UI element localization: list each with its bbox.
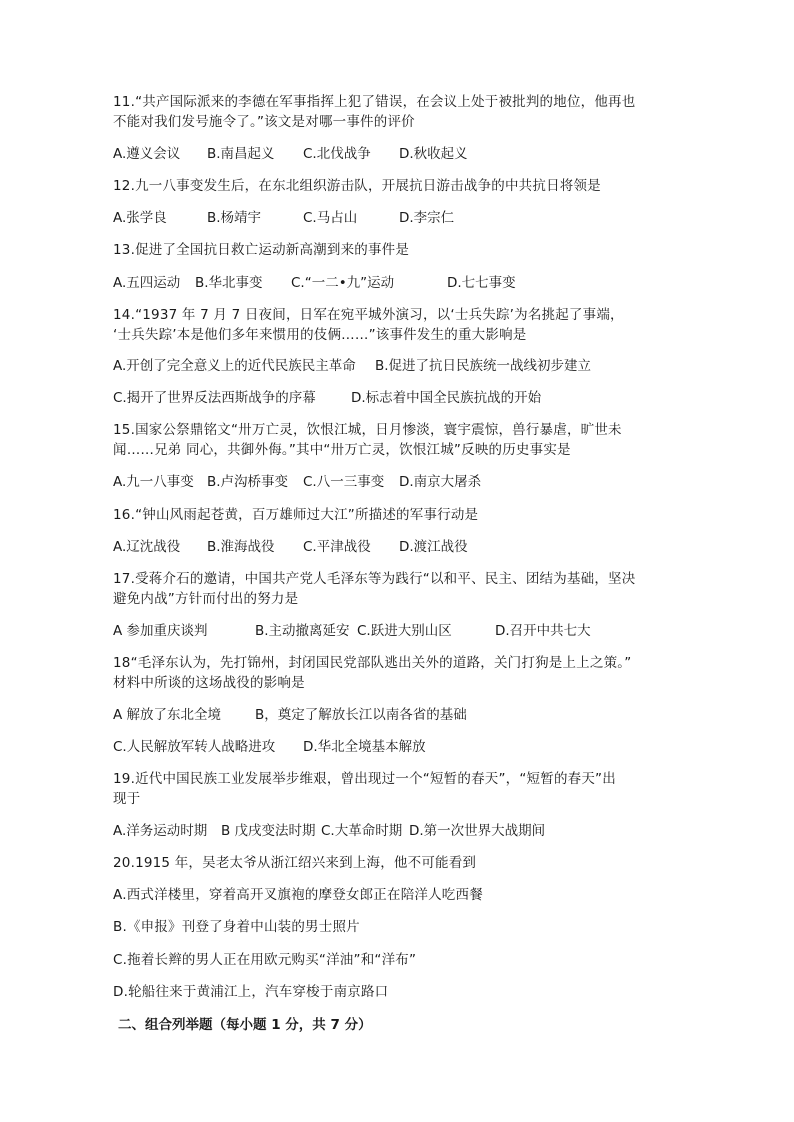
question-19-option-d: D.第一次世界大战期间	[409, 823, 546, 839]
question-19-stem-line-2: 现于	[113, 791, 141, 807]
question-11-stem-line-2: 不能对我们发号施令了。”该文是对哪一事件的评价	[113, 114, 415, 130]
question-20-option-c: C.拖着长辫的男人正在用欧元购买“洋油”和“洋布”	[113, 952, 417, 968]
question-17-option-a: A 参加重庆谈判	[113, 623, 208, 639]
question-15-stem-line-2: 闻……兄弟 同心，共御外侮。”其中“卅万亡灵，饮恨江城”反映的历史事实是	[113, 442, 571, 458]
question-15-option-a: A.九一八事变	[113, 474, 194, 490]
question-14-option-a: A.开创了完全意义上的近代民族民主革命	[113, 358, 356, 374]
question-18-stem-line-2: 材料中所谈的这场战役的影响是	[113, 675, 305, 691]
question-14-stem-line-1: 14.“1937 年 7 月 7 日夜间，日军在宛平城外演习，以‘士兵失踪’为名挑起了事端，	[113, 307, 624, 323]
question-14-stem-line-2: ‘士兵失踪’本是他们多年来惯用的伎俩……”该事件发生的重大影响是	[113, 327, 527, 343]
question-17-stem-line-2: 避免内战”方针而付出的努力是	[113, 591, 299, 607]
question-19-option-a: A.洋务运动时期	[113, 823, 208, 839]
section-heading: 二、组合列举题（每小题 1 分，共 7 分）	[118, 1017, 372, 1033]
question-11-option-b: B.南昌起义	[207, 146, 275, 162]
question-11-option-d: D.秋收起义	[399, 146, 468, 162]
question-13-stem-line-1: 13.促进了全国抗日救亡运动新高潮到来的事件是	[113, 242, 410, 258]
question-18-stem-line-1: 18“毛泽东认为，先打锦州，封闭国民党部队逃出关外的道路，关门打狗是上上之策。”	[113, 655, 632, 671]
question-17-option-c: C.跃进大别山区	[357, 623, 452, 639]
question-18-option-d: D.华北全境基本解放	[303, 739, 426, 755]
question-11-stem-line-1: 11.“共产国际派来的李德在军事指挥上犯了错误，在会议上处于被批判的地位，他再也	[113, 94, 636, 110]
question-14-option-d: D.标志着中国全民族抗战的开始	[351, 390, 542, 406]
question-15-option-d: D.南京大屠杀	[399, 474, 482, 490]
question-16-option-c: C.平津战役	[303, 539, 371, 555]
question-12-option-c: C.马占山	[303, 210, 358, 226]
question-12-stem-line-1: 12.九一八事变发生后，在东北组织游击队，开展抗日游击战争的中共抗日将领是	[113, 178, 601, 194]
question-15-option-b: B.卢沟桥事变	[207, 474, 289, 490]
question-13-option-d: D.七七事变	[447, 275, 516, 291]
question-14-option-b: B.促进了抗日民族统一战线初步建立	[375, 358, 592, 374]
question-18-option-a: A 解放了东北全境	[113, 707, 222, 723]
question-11-option-c: C.北伐战争	[303, 146, 371, 162]
question-16-option-d: D.渡江战役	[399, 539, 468, 555]
question-14-option-c: C.揭开了世界反法西斯战争的序幕	[113, 390, 316, 406]
question-20-option-d: D.轮船往来于黄浦江上，汽车穿梭于南京路口	[113, 984, 389, 1000]
question-15-stem-line-1: 15.国家公祭鼎铭文“卅万亡灵，饮恨江城，日月惨淡，寰宇震惊，兽行暴虐，旷世未	[113, 422, 622, 438]
question-18-option-b: B，奠定了解放长江以南各省的基础	[255, 707, 467, 723]
question-12-option-d: D.李宗仁	[399, 210, 455, 226]
question-20-option-b: B.《申报》刊登了身着中山装的男士照片	[113, 919, 360, 935]
question-19-option-c: C.大革命时期	[321, 823, 403, 839]
question-12-option-a: A.张学良	[113, 210, 167, 226]
question-13-option-b: B.华北事变	[195, 275, 263, 291]
question-13-option-c: C.“一二•九”运动	[291, 275, 395, 291]
question-16-option-a: A.辽沈战役	[113, 539, 181, 555]
question-17-stem-line-1: 17.受蒋介石的邀请，中国共产党人毛泽东等为践行“以和平、民主、团结为基础，坚决	[113, 571, 636, 587]
question-20-stem-line-1: 20.1915 年，吴老太爷从浙江绍兴来到上海，他不可能看到	[113, 855, 477, 871]
question-11-option-a: A.遵义会议	[113, 146, 181, 162]
question-15-option-c: C.八一三事变	[303, 474, 385, 490]
question-16-stem-line-1: 16.“钟山风雨起苍黄，百万雄师过大江”所描述的军事行动是	[113, 507, 479, 523]
question-16-option-b: B.淮海战役	[207, 539, 275, 555]
question-13-option-a: A.五四运动	[113, 275, 181, 291]
question-17-option-d: D.召开中共七大	[495, 623, 591, 639]
question-19-option-b: B 戊戌变法时期	[221, 823, 316, 839]
question-17-option-b: B.主动撤离延安	[255, 623, 350, 639]
question-20-option-a: A.西式洋楼里，穿着高开叉旗袍的摩登女郎正在陪洋人吃西餐	[113, 887, 483, 903]
question-18-option-c: C.人民解放军转人战略进攻	[113, 739, 276, 755]
question-12-option-b: B.杨靖宇	[207, 210, 262, 226]
question-19-stem-line-1: 19.近代中国民族工业发展举步维艰，曾出现过一个“短暂的春天”，“短暂的春天”出	[113, 771, 616, 787]
